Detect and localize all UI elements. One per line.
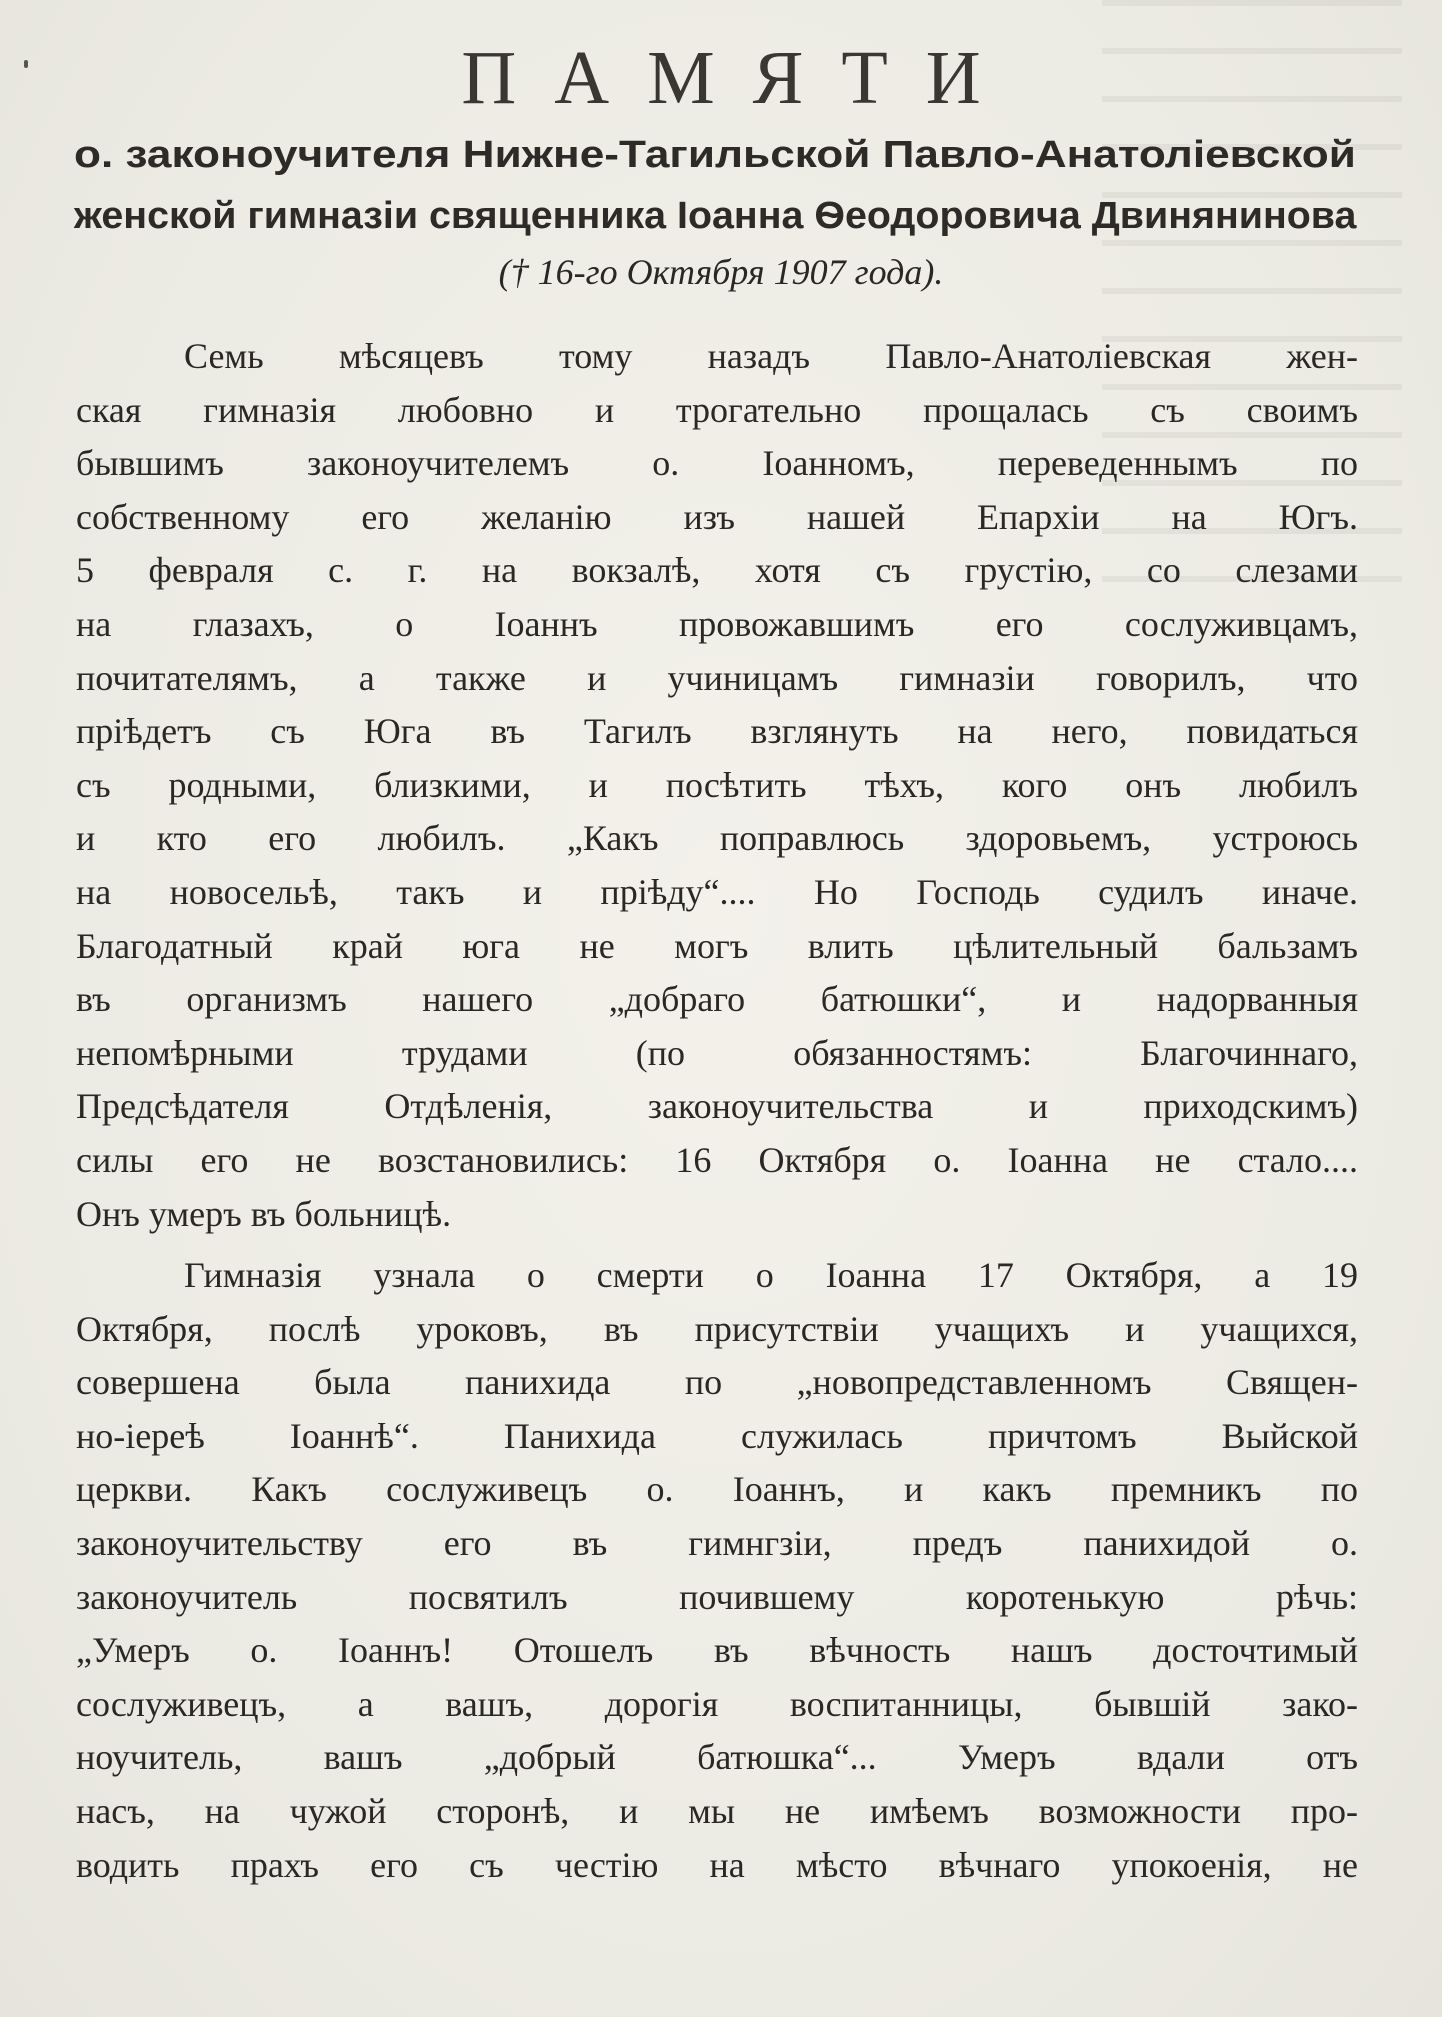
text-line: сослуживецъ, а вашъ, дорогія воспитанницы, бывшій зако- [76,1683,1358,1724]
text-line: водить прахъ его съ честію на мѣсто вѣчнаго упокоенія, не [76,1844,1358,1885]
text-line: церкви. Какъ сослуживецъ о. Іоаннъ, и какъ премникъ по [76,1469,1358,1510]
paragraph-2 [76,1249,1358,1892]
text-line: Онъ умеръ въ больницѣ. [76,1193,452,1234]
print-speck [24,60,28,68]
text-line: на глазахъ, о Іоаннъ провожавшимъ его сослуживцамъ, [76,603,1358,644]
page-title: ПАМЯТИ [461,36,1019,120]
text-line: Благодатный край юга не могъ влить цѣлительный бальзамъ [76,925,1358,966]
text-line: собственному его желанію изъ нашей Епархіи на Югъ. [76,496,1358,537]
text-line: совершена была панихида по „новопредставленномъ Священ- [76,1362,1358,1403]
text-line: „Умеръ о. Іоаннъ! Отошелъ въ вѣчность нашъ досточтимый [76,1630,1358,1671]
text-line: ноучитель, вашъ „добрый батюшка“... Умеръ вдали отъ [76,1737,1358,1778]
text-line: законоучительству его въ гимнгзіи, предъ панихидой о. [76,1523,1358,1564]
paragraph-1 [76,330,1358,1241]
text-line: съ родными, близкими, и посѣтить тѣхъ, кого онъ любилъ [76,764,1358,805]
text-line: бывшимъ законоучителемъ о. Іоанномъ, переведеннымъ по [76,443,1358,484]
text-line: законоучитель посвятилъ почившему коротенькую рѣчь: [76,1576,1358,1617]
subtitle-line-1: о. законоучителя Нижне-Тагильской Павло-Анатоліевской [74,134,1356,176]
text-line: Семь мѣсяцевъ тому назадъ Павло-Анатоліевская жен- [184,336,1358,376]
text-line: насъ, на чужой сторонѣ, и мы не имѣемъ возможности про- [76,1791,1358,1832]
text-line: почитателямъ, а также и учиницамъ гимназіи говорилъ, что [76,657,1358,698]
article-body [76,330,1358,1892]
text-line: Октября, послѣ уроковъ, въ присутствіи учащихъ и учащихся, [76,1308,1358,1349]
paragraph-gap [76,1241,1358,1249]
text-line: но-іереѣ Іоаннѣ“. Панихида служилась причтомъ Выйской [76,1415,1358,1456]
subtitle-line-2: женской гимназіи священника Іоанна Ѳеодоровича Двинянинова [74,195,1357,237]
text-line: пріѣдетъ съ Юга въ Тагилъ взглянуть на него, повидаться [76,711,1358,752]
text-line: Гимназія узнала о смерти о Іоанна 17 Октября, а 19 [184,1255,1358,1296]
text-line: на новосельѣ, такъ и пріѣду“.... Но Господь судилъ иначе. [76,871,1358,912]
text-line: силы его не возстановились: 16 Октября о. Іоанна не стало.... [76,1139,1358,1180]
text-line: и кто его любилъ. „Какъ поправлюсь здоровьемъ, устроюсь [76,818,1358,859]
text-line: ская гимназія любовно и трогательно прощалась съ своимъ [76,389,1358,430]
text-line: въ организмъ нашего „добраго батюшки“, и надорванныя [76,979,1358,1020]
date-line: († 16-го Октября 1907 года). [498,252,944,292]
text-line: непомѣрными трудами (по обязанностямъ: Благочиннаго, [76,1032,1358,1073]
text-line: Предсѣдателя Отдѣленія, законоучительства и приходскимъ) [76,1086,1358,1127]
text-line: 5 февраля с. г. на вокзалѣ, хотя съ грустію, со слезами [76,550,1358,591]
